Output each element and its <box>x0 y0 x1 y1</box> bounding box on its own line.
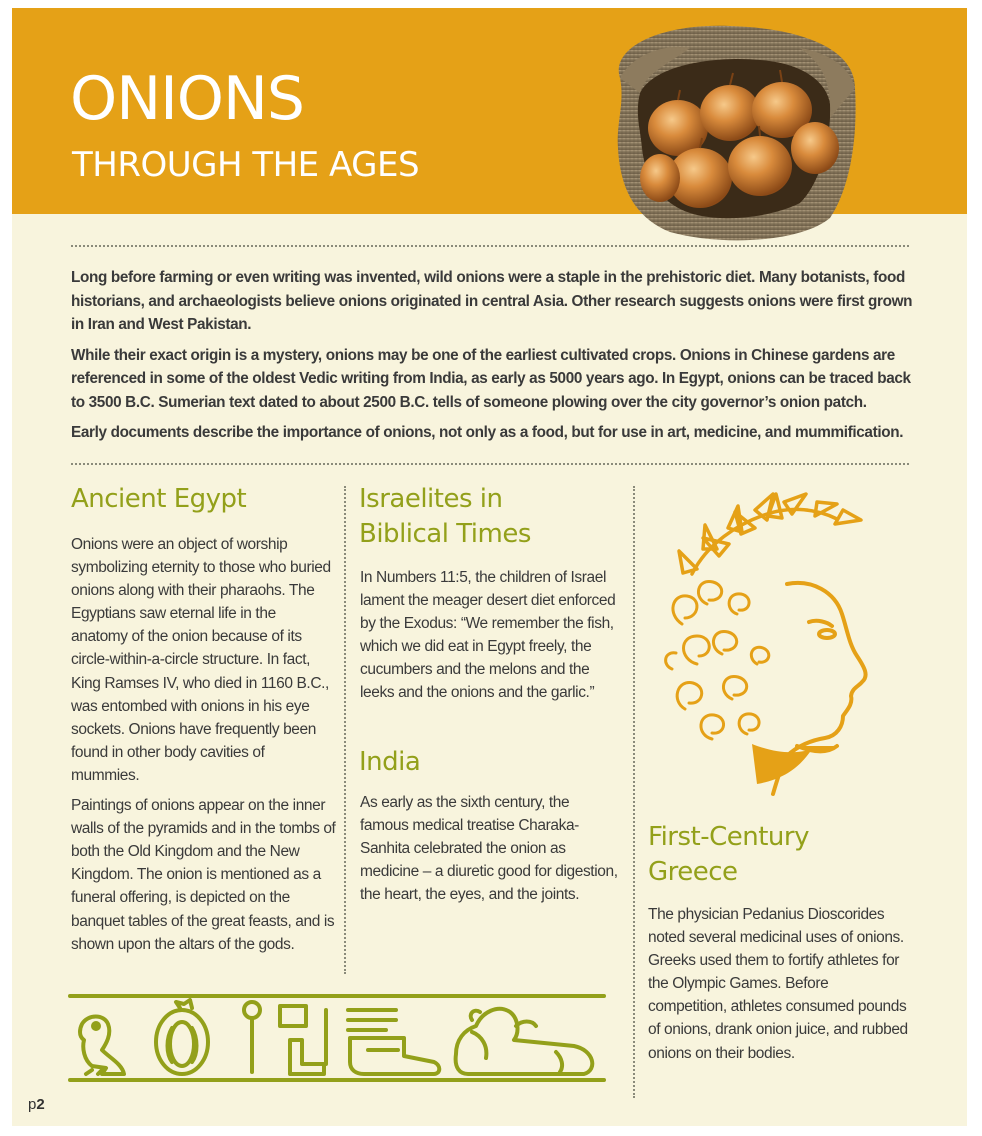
israelites-text <box>360 566 618 712</box>
india-text <box>360 791 618 913</box>
hieroglyph-water-icon <box>348 1010 396 1030</box>
intro-paragraph: While their exact origin is a mystery, onions may be one of the earliest cultivated crops. Onions in Chinese gardens are referenced in some of the oldest Vedic writing from India, as early as 5000 years ago. In Egypt, onions can be traced back to 3500 B.C. Sumerian text dated to about 2500 B.C. tells of someone plowing over the city governor’s onion patch. <box>71 346 911 411</box>
page-title: ONIONS <box>70 64 304 134</box>
intro-text <box>71 266 926 452</box>
hieroglyph-owl-icon <box>80 1017 124 1075</box>
greece-heading-line1: First-Century <box>648 822 809 852</box>
page-number-prefix: p <box>28 1096 37 1113</box>
egypt-paragraph: Onions were an object of worship symbolizing eternity to those who buried onions along with their pharaohs. The Egyptians saw eternal life in the anatomy of the onion because of its circle-within-a-circle structure. In fact, King Ramses IV, who died in 1160 B.C., was entombed with onions in his eye sockets. Onions have frequently been found in other body cavities of mummies. <box>71 536 331 784</box>
page-number-value: 2 <box>36 1096 45 1113</box>
onion-sack-image <box>600 18 865 244</box>
column-divider-2 <box>633 486 635 1098</box>
greece-paragraph: The physician Pedanius Dioscorides noted several medicinal uses of onions. Greeks used them to fortify athletes for the Olympic Games. Before competition, athletes consumed pounds of onions, drank onion juice, and rubbed onions on their bodies. <box>648 906 908 1062</box>
page <box>12 8 967 1126</box>
greece-heading <box>648 820 809 890</box>
hieroglyph-strip <box>68 992 606 1084</box>
intro-paragraph: Early documents describe the importance of onions, not only as a food, but for use in art, medicine, and mummification. <box>71 424 904 441</box>
divider-top <box>71 245 909 247</box>
hieroglyph-staff-icon <box>244 1002 260 1072</box>
intro-paragraph: Long before farming or even writing was invented, wild onions were a staple in the prehistoric diet. Many botanists, food historians, and archaeologists believe onions originated in central Asia. Other research suggests onions were first grown in Iran and West Pakistan. <box>71 269 913 333</box>
greece-text <box>648 903 910 1072</box>
hieroglyph-square-icon <box>280 1006 306 1026</box>
india-paragraph: As early as the sixth century, the famous medical treatise Charaka-Sanhita celebrated the onion as medicine – a diuretic good for digestion, the heart, the eyes, and the joints. <box>360 794 618 904</box>
hieroglyph-lion-icon <box>456 1009 593 1074</box>
page-number <box>28 1096 45 1113</box>
israelites-heading-line2: Biblical Times <box>359 519 531 549</box>
greek-head-laurel-illustration <box>637 484 902 804</box>
hieroglyph-onion-icon <box>156 1000 208 1074</box>
greece-heading-line2: Greece <box>648 857 738 887</box>
page-subtitle: THROUGH THE AGES <box>72 145 420 185</box>
egypt-text <box>71 533 336 963</box>
hieroglyph-basket-icon <box>350 1038 439 1074</box>
india-heading: India <box>359 747 421 777</box>
israelites-heading-line1: Israelites in <box>359 484 503 514</box>
divider-middle <box>71 463 909 465</box>
egypt-paragraph: Paintings of onions appear on the inner walls of the pyramids and in the tombs of both the Old Kingdom and the New Kingdom. The onion is mentioned as a funeral offering, is depicted on the banquet tables of the great feasts, and is shown upon the altars of the gods. <box>71 797 336 953</box>
israelites-heading <box>359 482 531 552</box>
israelites-paragraph: In Numbers 11:5, the children of Israel lament the meager desert diet enforced by the Exodus: “We remember the fish, which we did eat in Egypt freely, the cucumbers and the melons and the leeks and the onions and the garlic.” <box>360 569 616 702</box>
column-divider-1 <box>344 486 346 974</box>
egypt-heading: Ancient Egypt <box>71 484 247 514</box>
